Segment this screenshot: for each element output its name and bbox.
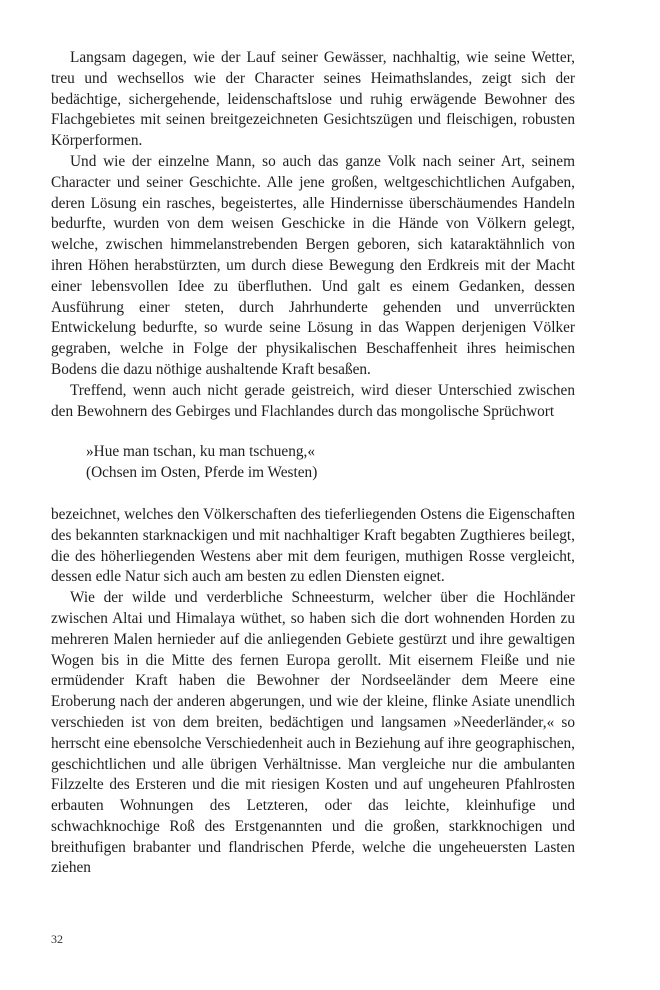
paragraph-proverb-explanation: bezeichnet, welches den Völkerschaften des tieferliegenden Ostens die Eigenschaften des bekannten starknackigen und mit nachhaltiger Kraft begabten Zugthieres beilegt, die des höherliegenden Westens aber mit dem feurigen, muthigen Rosse vergleicht, dessen edle Natur sich auch am besten zu edlen Diensten eignet. <box>51 505 575 586</box>
proverb-original: »Hue man tschan, ku man tschueng,« <box>86 443 315 461</box>
paragraph-mongolian-proverb-intro: Treffend, wenn auch nicht gerade geistreich, wird dieser Unterschied zwischen den Bewohnern des Gebirges und Flachlandes durch das mongolische Sprüchwort <box>51 381 575 420</box>
paragraph-whole-people: Und wie der einzelne Mann, so auch das ganze Volk nach seiner Art, seinem Character und seiner Geschichte. Alle jene großen, weltgeschichtlichen Aufgaben, deren Lösung ein rasches, begeistertes, alle Hindernisse überschäumendes Handeln bedurfte, wurden von dem weisen Geschicke in die Hände von Völkern gelegt, welche, zwischen himmelanstrebenden Bergen geboren, sich kataraktähnlich von ihren Höhen herabstürzten, um durch diese Bewegung den Erdkreis mit der Macht einer lebensvollen Idee zu überfluthen. Und galt es einem Gedanken, dessen Ausführung einer steten, durch Jahrhunderte gehenden und unverrückten Entwickelung bedurfte, so wurde seine Lösung in das Wappen derjenigen Völker gegraben, welche in Folge der physikalischen Beschaffenheit ihres heimischen Bodens die dazu nöthige aushaltende Kraft besaßen. <box>51 152 575 378</box>
proverb-translation: (Ochsen im Osten, Pferde im Westen) <box>86 464 318 482</box>
book-page <box>51 48 575 879</box>
page-number: 32 <box>51 932 63 946</box>
mongolian-proverb-quote <box>51 442 575 484</box>
paragraph-snowstorm-comparison: Wie der wilde und verderbliche Schneesturm, welcher über die Hochländer zwischen Altai und Himalaya wüthet, so haben sich die dort wohnenden Horden zu mehreren Malen hernieder auf die anliegenden Gebiete gestürzt und ihre gewaltigen Wogen bis in die Mitte des fernen Europa gerollt. Mit eisernem Fleiße und nie ermüdender Kraft haben die Bewohner der Nordseeländer dem Meere eine Eroberung nach der anderen abgerungen, und wie der kleine, flinke Asiate unendlich verschieden ist von dem breiten, bedächtigen und langsamen »Neederländer,« so herrscht eine ebensolche Verschiedenheit auch in Beziehung auf ihre geographischen, geschichtlichen und alle übrigen Verhältnisse. Man vergleiche nur die ambulanten Filzzelte des Ersteren und die mit riesigen Kosten und auf ungeheuren Pfahlrosten erbauten Wohnungen des Letzteren, oder das leichte, kleinhufige und schwachknochige Roß des Erstgenannten und die großen, starkknochigen und breithufigen brabanter und flandrischen Pferde, welche die ungeheuersten Lasten ziehen <box>51 589 575 877</box>
body-text <box>51 48 575 879</box>
paragraph-flatland-inhabitant: Langsam dagegen, wie der Lauf seiner Gewässer, nachhaltig, wie seine Wetter, treu und wechsellos wie der Character seines Heimathslandes, zeigt sich der bedächtige, sichergehende, leidenschaftslose und ruhig erwägende Bewohner des Flachgebietes mit seinen breitgezeichneten Gesichtszügen und fleischigen, robusten Körperformen. <box>51 49 575 150</box>
